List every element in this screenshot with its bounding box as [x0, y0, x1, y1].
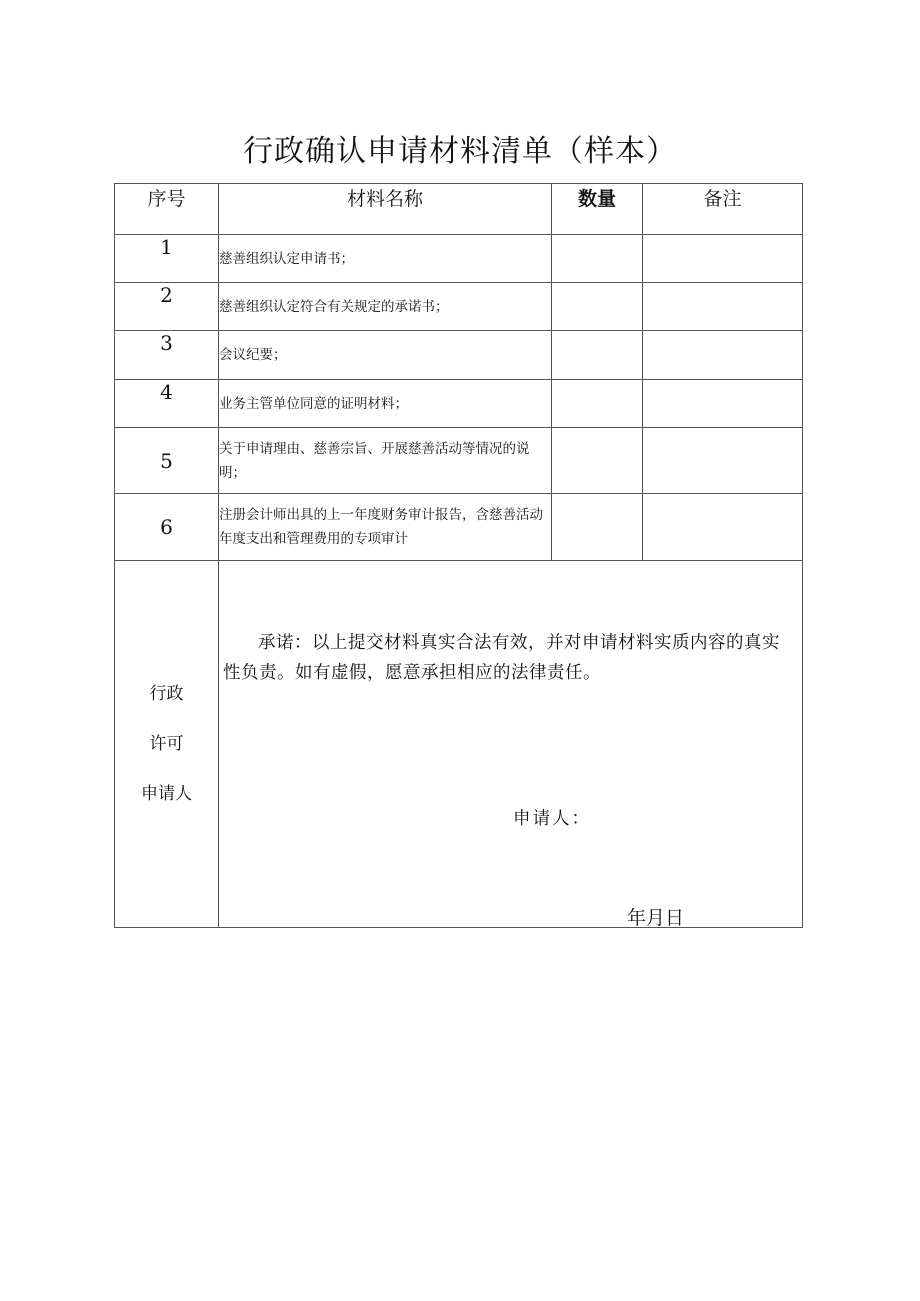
date-label: 年月日: [627, 907, 685, 929]
row-no: 6: [115, 494, 219, 561]
row-no: 4: [115, 380, 219, 428]
row-qty: [552, 494, 643, 561]
applicant-label-line: 申请人: [141, 784, 192, 804]
row-qty: [552, 331, 643, 380]
row-name: 慈善组织认定符合有关规定的承诺书；: [219, 283, 552, 331]
table-row: [115, 235, 803, 283]
table-row: [115, 494, 803, 561]
header-note: 备注: [643, 184, 803, 235]
row-qty: [552, 283, 643, 331]
row-no: 1: [115, 235, 219, 283]
row-qty: [552, 380, 643, 428]
signature-row: [115, 561, 803, 928]
header-qty: 数量: [552, 184, 643, 235]
row-qty: [552, 235, 643, 283]
row-note: [643, 331, 803, 380]
table-header-row: [115, 184, 803, 235]
row-no: 2: [115, 283, 219, 331]
applicant-label-line: 许可: [149, 734, 184, 754]
signature-cell: [219, 561, 803, 928]
row-no: 5: [115, 428, 219, 494]
row-qty: [552, 428, 643, 494]
row-name: 业务主管单位同意的证明材料；: [219, 380, 552, 428]
row-name: 关于申请理由、慈善宗旨、开展慈善活动等情况的说明；: [219, 428, 552, 494]
row-note: [643, 235, 803, 283]
row-name: 慈善组织认定申请书；: [219, 235, 552, 283]
table-row: [115, 331, 803, 380]
materials-table: [114, 183, 803, 928]
row-note: [643, 380, 803, 428]
applicant-label-line: 行政: [149, 684, 184, 704]
row-note: [643, 494, 803, 561]
row-name: 会议纪要；: [219, 331, 552, 380]
row-note: [643, 428, 803, 494]
header-name: 材料名称: [219, 184, 552, 235]
row-no: 3: [115, 331, 219, 380]
row-note: [643, 283, 803, 331]
applicant-label-cell: [115, 561, 219, 928]
header-no: 序号: [115, 184, 219, 235]
document-title: 行政确认申请材料清单（样本）: [243, 134, 677, 169]
table-row: [115, 428, 803, 494]
table-row: [115, 380, 803, 428]
pledge-text: 承诺：以上提交材料真实合法有效，并对申请材料实质内容的真实性负责。如有虚假，愿意承担相应的法律责任。: [223, 633, 780, 683]
row-name: 注册会计师出具的上一年度财务审计报告，含慈善活动年度支出和管理费用的专项审计: [219, 494, 552, 561]
applicant-signature-label: 申请人：: [513, 809, 591, 829]
table-row: [115, 283, 803, 331]
